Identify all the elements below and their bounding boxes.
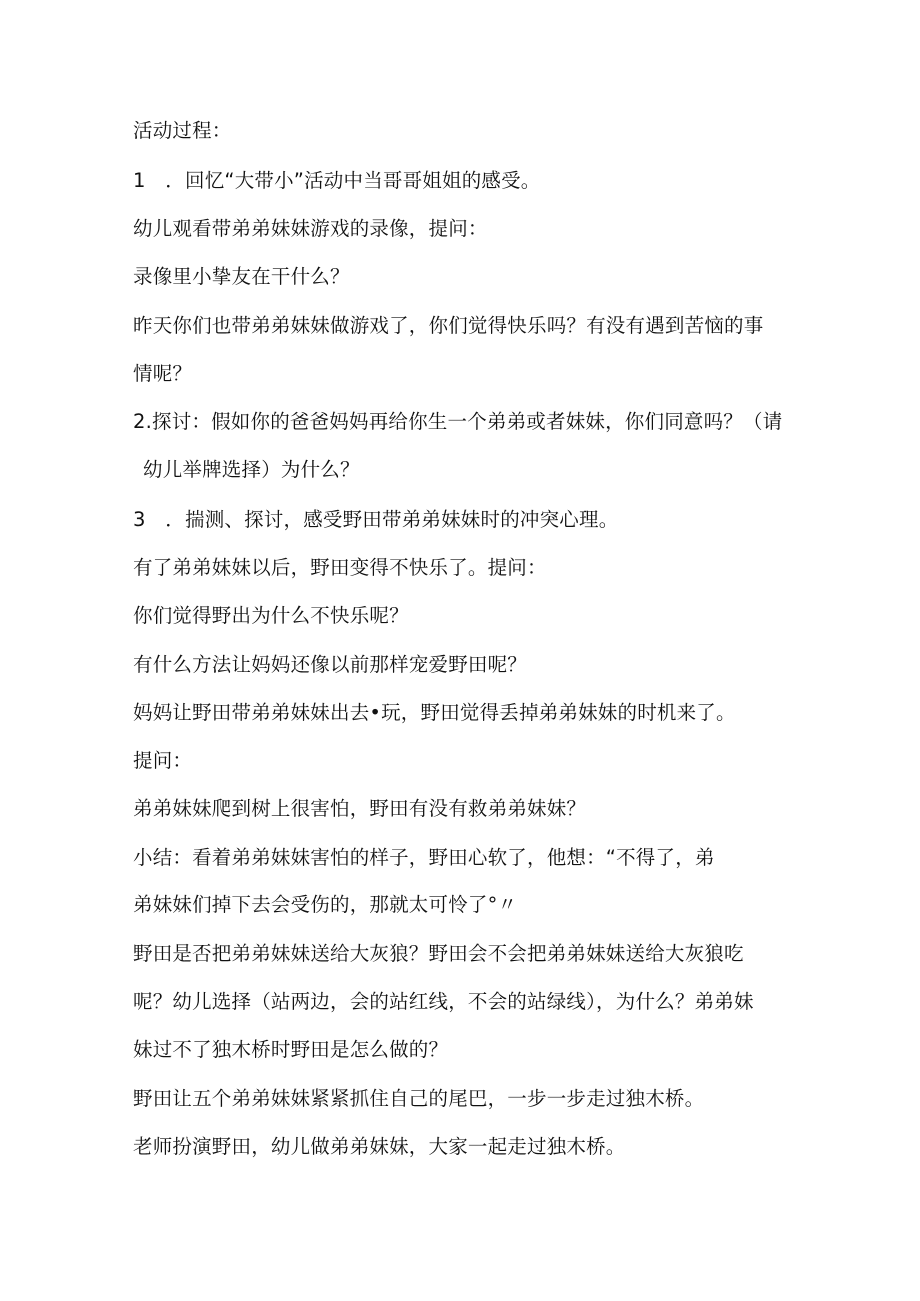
section-heading: 活动过程： — [133, 119, 232, 142]
paragraph-line: 有什么方法让妈妈还像以前那样宠爱野田呢？ — [133, 653, 528, 676]
paragraph-line: 野田让五个弟弟妹妹紧紧抓住自己的尾巴，一步一步走过独木桥。 — [133, 1087, 705, 1110]
summary-line: 弟妹妹们掉下去会受伤的，那就太可怜了°〃 — [133, 893, 518, 916]
paragraph-line: 有了弟弟妹妹以后，野田变得不快乐了。提问： — [133, 556, 547, 579]
paragraph-line: 提问： — [133, 749, 193, 772]
paragraph-line: 弟弟妹妹爬到树上很害怕，野田有没有救弟弟妹妹？ — [133, 797, 587, 820]
step-2-heading: 2.探讨：假如你的爸爸妈妈再给你生一个弟弟或者妹妹，你们同意吗？（请 — [133, 410, 783, 433]
paragraph-line: 你们觉得野出为什么不快乐呢？ — [133, 604, 409, 627]
paragraph-line: 幼儿观看带弟弟妹妹游戏的录像，提问： — [133, 217, 488, 240]
paragraph-line: 昨天你们也带弟弟妹妹做游戏了，你们觉得快乐吗？有没有遇到苦恼的事 — [133, 314, 764, 337]
paragraph-line: 妹过不了独木桥时野田是怎么做的？ — [133, 1038, 449, 1061]
step-1-heading: 1 ．回忆“大带小”活动中当哥哥姐姐的感受。 — [133, 169, 541, 192]
summary-line: 小结：看着弟弟妹妹害怕的样子，野田心软了，他想：“不得了，弟 — [133, 846, 715, 869]
paragraph-line: 妈妈让野田带弟弟妹妹出去•玩，野田觉得丢掉弟弟妹妹的时机来了。 — [133, 701, 736, 724]
paragraph-line: 老师扮演野田，幼儿做弟弟妹妹，大家一起走过独木桥。 — [133, 1135, 626, 1158]
paragraph-line: 录像里小挚友在干什么？ — [133, 265, 350, 288]
paragraph-line: 呢？幼儿选择（站两边，会的站红线，不会的站绿线），为什么？弟弟妹 — [133, 990, 754, 1013]
paragraph-line: 野田是否把弟弟妹妹送给大灰狼？野田会不会把弟弟妹妹送给大灰狼吃 — [133, 942, 744, 965]
step-3-heading: 3 ．揣测、探讨，感受野田带弟弟妹妹时的冲突心理。 — [133, 508, 619, 531]
paragraph-line: 情呢？ — [133, 362, 193, 385]
paragraph-line: 幼儿举牌选择）为什么？ — [143, 458, 360, 481]
